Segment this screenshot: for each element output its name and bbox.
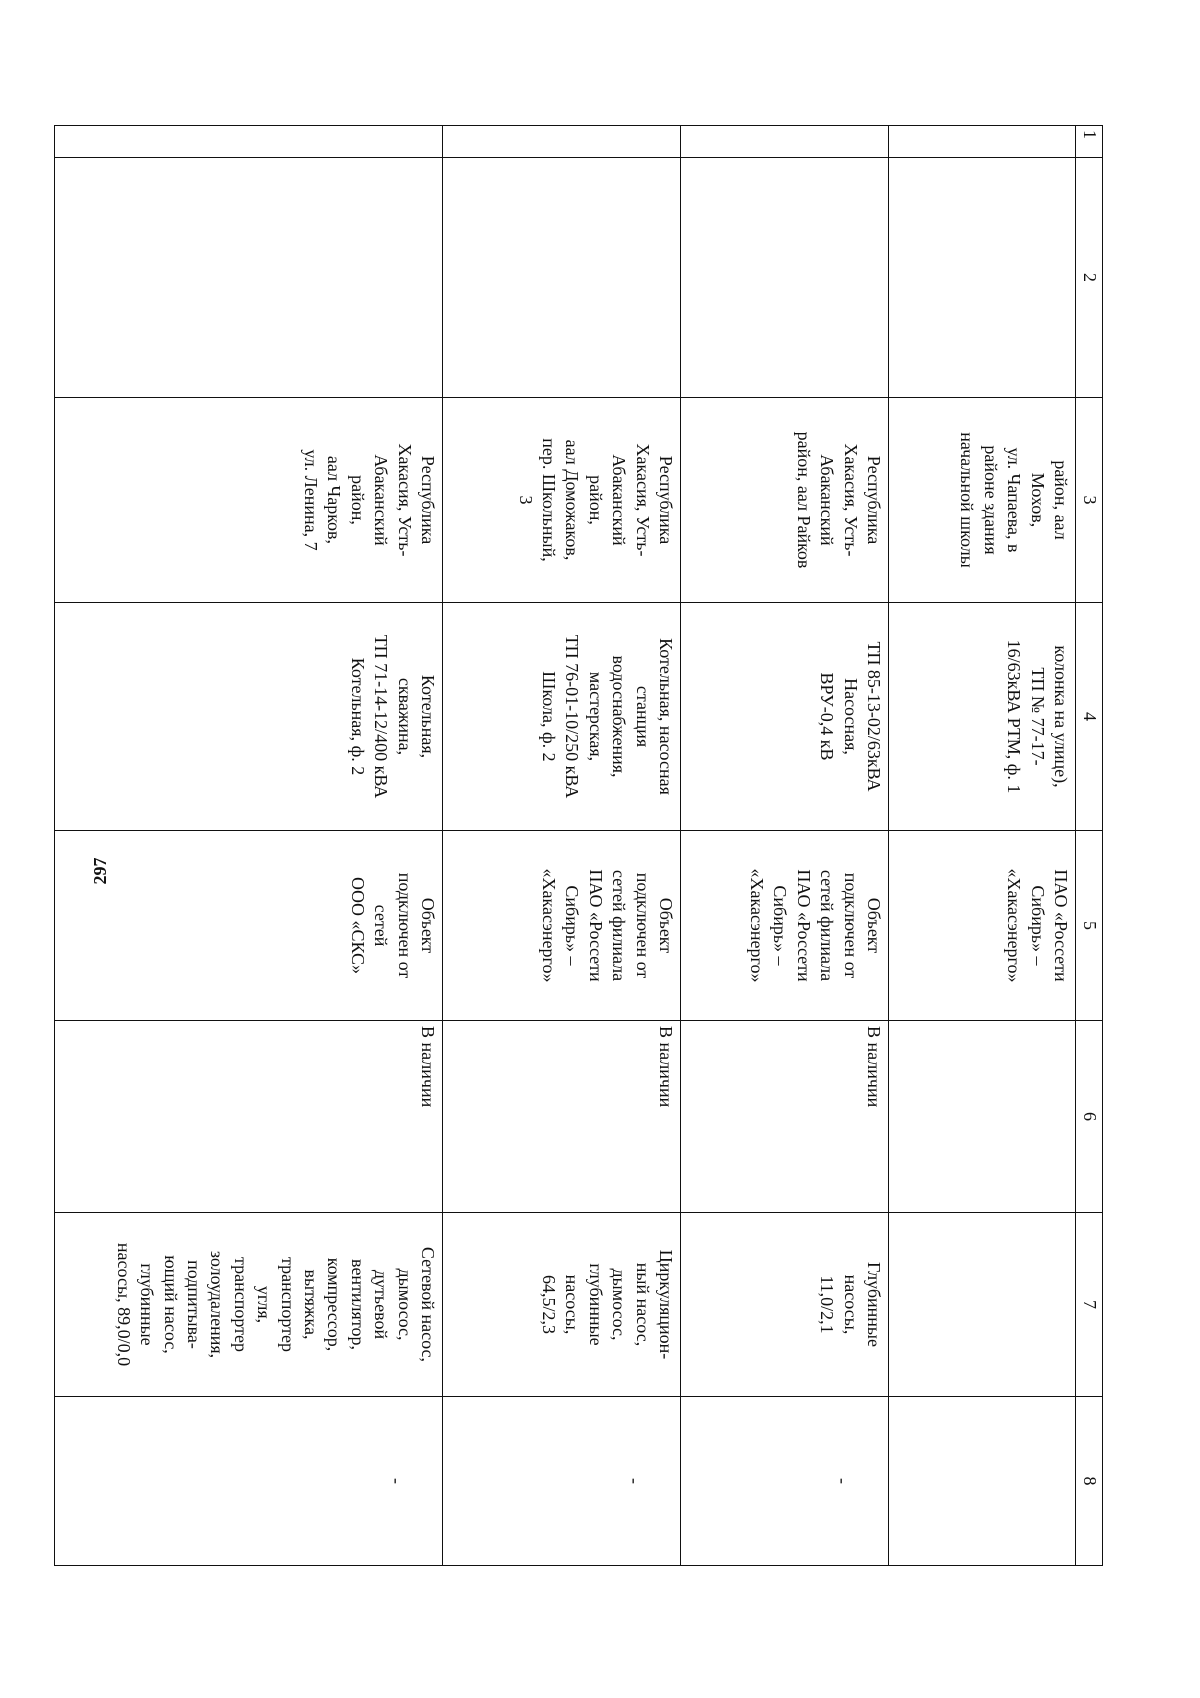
cell-col2 <box>55 158 443 398</box>
cell-col2 <box>889 158 1076 398</box>
cell-col8 <box>889 1397 1076 1566</box>
page-number: 297 <box>90 857 110 885</box>
cell-col8: - <box>443 1397 681 1566</box>
cell-grid-owner: Объект подключен от сетей ООО «СКС» <box>55 831 443 1021</box>
header-cell-4: 4 <box>1076 603 1103 831</box>
cell-substation: Котельная, насосная станция водоснабжения, мастерская, ТП 76-01-10/250 кВА Школа, ф. 2 <box>443 603 681 831</box>
cell-substation: ТП 85-13-02/63кВА Насосная, ВРУ-0,4 кВ <box>681 603 889 831</box>
cell-equipment: Циркуляцион- ный насос, дымосос, глубинные насосы, 64,5/2,3 <box>443 1213 681 1397</box>
cell-address: Республика Хакасия, Усть- Абаканский район, аал Чарков, ул. Ленина, 7 <box>55 398 443 603</box>
cell-equipment: Сетевой насос, дымосос, дутьевой вентилятор, компрессор, вытяжка, транспортер угля, транспортер золоудаления, подпитыва- ющий насос, глубинные насосы, 89,0/0,0 <box>55 1213 443 1397</box>
cell-equipment <box>889 1213 1076 1397</box>
cell-address: Республика Хакасия, Усть- Абаканский район, аал Доможаков, пер. Школьный, 3 <box>443 398 681 603</box>
cell-col1 <box>443 126 681 158</box>
table-header-row <box>1076 126 1103 1566</box>
cell-address: Республика Хакасия, Усть- Абаканский район, аал Райков <box>681 398 889 603</box>
cell-substation: колонка на улице), ТП № 77-17- 16/63кВА РТМ, ф. 1 <box>889 603 1076 831</box>
cell-availability: В наличии <box>55 1021 443 1213</box>
cell-availability: В наличии <box>443 1021 681 1213</box>
cell-col8: - <box>55 1397 443 1566</box>
header-cell-7: 7 <box>1076 1213 1103 1397</box>
cell-grid-owner: Объект подключен от сетей филиала ПАО «Россети Сибирь» – «Хакасэнерго» <box>681 831 889 1021</box>
cell-col1 <box>889 126 1076 158</box>
cell-col2 <box>681 158 889 398</box>
table-row <box>889 126 1076 1566</box>
cell-col1 <box>55 126 443 158</box>
header-cell-1: 1 <box>1076 126 1103 158</box>
data-table <box>54 125 1103 1566</box>
header-cell-5: 5 <box>1076 831 1103 1021</box>
table-row <box>681 126 889 1566</box>
header-cell-6: 6 <box>1076 1021 1103 1213</box>
table-row <box>55 126 443 1566</box>
cell-col2 <box>443 158 681 398</box>
cell-grid-owner: Объект подключен от сетей филиала ПАО «Россети Сибирь» – «Хакасэнерго» <box>443 831 681 1021</box>
cell-availability <box>889 1021 1076 1213</box>
table-row <box>443 126 681 1566</box>
cell-col8: - <box>681 1397 889 1566</box>
cell-equipment: Глубинные насосы, 11,0/2,1 <box>681 1213 889 1397</box>
cell-address: район, аал Мохов, ул. Чапаева, в районе здания начальной школы <box>889 398 1076 603</box>
header-cell-8: 8 <box>1076 1397 1103 1566</box>
cell-substation: Котельная, скважина, ТП 71-14-12/400 кВА Котельная, ф. 2 <box>55 603 443 831</box>
cell-grid-owner: ПАО «Россети Сибирь» – «Хакасэнерго» <box>889 831 1076 1021</box>
header-cell-3: 3 <box>1076 398 1103 603</box>
cell-availability: В наличии <box>681 1021 889 1213</box>
cell-col1 <box>681 126 889 158</box>
table-container <box>113 125 1103 1565</box>
header-cell-2: 2 <box>1076 158 1103 398</box>
